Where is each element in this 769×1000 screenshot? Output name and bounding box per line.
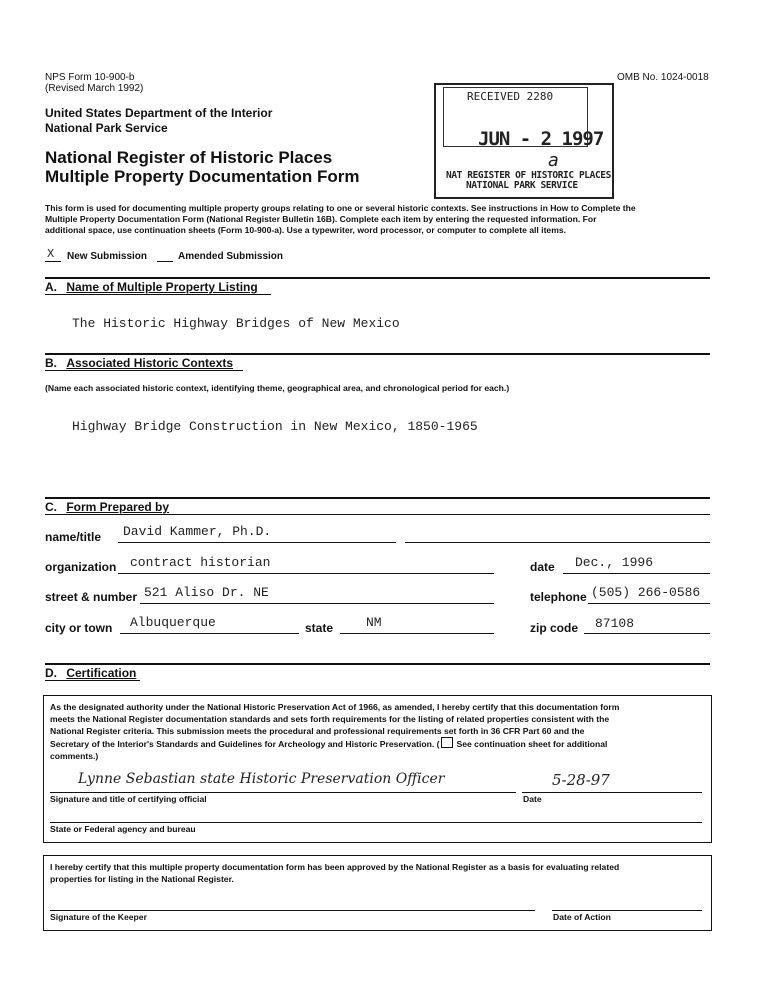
signature-label: Signature and title of certifying official xyxy=(50,794,207,804)
certifying-signature[interactable]: Lynne Sebastian state Historic Preservation Officer xyxy=(78,771,445,787)
cert-line-4a: Secretary of the Interior's Standards and Guidelines for Archeology and Historic Preservation. ( xyxy=(50,739,440,749)
date-line xyxy=(563,573,710,574)
section-b-underline xyxy=(45,370,243,371)
name-title-value[interactable]: David Kammer, Ph.D. xyxy=(123,524,272,539)
section-d-heading xyxy=(45,666,136,680)
instructions xyxy=(45,203,725,236)
cert-date-label: Date xyxy=(523,794,542,804)
agency-header xyxy=(45,106,272,136)
telephone-line xyxy=(588,603,710,604)
stamp-line-2: NATIONAL PARK SERVICE xyxy=(466,180,578,191)
form-number: NPS Form 10-900-b xyxy=(45,72,135,83)
section-d-title: Certification xyxy=(66,666,137,680)
multiple-property-name[interactable]: The Historic Highway Bridges of New Mexico xyxy=(72,316,400,331)
organization-line xyxy=(118,573,494,574)
state-line xyxy=(340,633,494,634)
zip-line xyxy=(584,633,710,634)
title-line-1: National Register of Historic Places xyxy=(45,148,333,167)
new-submission-label: New Submission xyxy=(67,251,148,262)
section-c-letter: C. xyxy=(45,500,57,514)
organization-value[interactable]: contract historian xyxy=(130,555,271,570)
zip-label: zip code xyxy=(530,621,579,635)
city-label: city or town xyxy=(45,621,113,635)
form-title xyxy=(45,148,360,186)
agency-line xyxy=(50,822,702,823)
form-header-left xyxy=(45,72,143,94)
section-d-rule xyxy=(45,663,710,665)
omb-number: OMB No. 1024-0018 xyxy=(617,72,709,83)
amended-submission-label: Amended Submission xyxy=(178,251,284,262)
zip-value[interactable]: 87108 xyxy=(595,616,635,631)
section-a-rule xyxy=(45,277,710,279)
action-date-line[interactable] xyxy=(552,910,702,911)
stamp-received: RECEIVED 2280 xyxy=(467,90,554,103)
keeper-line-2: properties for listing in the National Register. xyxy=(50,874,234,884)
street-value[interactable]: 521 Aliso Dr. NE xyxy=(144,585,269,600)
state-label: state xyxy=(305,621,334,635)
date-label: date xyxy=(530,560,555,574)
section-b-letter: B. xyxy=(45,356,57,370)
section-c-title: Form Prepared by xyxy=(66,500,170,514)
revised-date: (Revised March 1992) xyxy=(45,83,144,94)
certifying-date[interactable]: 5-28-97 xyxy=(552,771,610,789)
section-c-underline xyxy=(45,514,710,515)
section-b-heading xyxy=(45,356,233,370)
city-value[interactable]: Albuquerque xyxy=(130,615,216,630)
section-b-title: Associated Historic Contexts xyxy=(66,356,234,370)
action-date-label: Date of Action xyxy=(553,912,611,922)
section-d-underline xyxy=(45,680,140,681)
cert-line-1: As the designated authority under the National Historic Preservation Act of 1966, as amended, I hereby certify that this documentation form xyxy=(50,702,620,712)
instructions-line-1: This form is used for documenting multiple property groups relating to one or several historic contexts. See instructions in How to Complete the xyxy=(45,203,636,213)
state-value[interactable]: NM xyxy=(366,615,382,630)
new-submission-mark[interactable]: X xyxy=(47,247,55,261)
stamp-line-1: NAT REGISTER OF HISTORIC PLACES xyxy=(446,170,611,181)
stamp-initials: a xyxy=(548,150,559,171)
cert-line-4 xyxy=(50,737,619,750)
keeper-label: Signature of the Keeper xyxy=(50,912,147,922)
city-line xyxy=(120,633,299,634)
organization-label: organization xyxy=(45,560,117,574)
historic-context[interactable]: Highway Bridge Construction in New Mexico, 1850-1965 xyxy=(72,419,478,434)
name-title-label: name/title xyxy=(45,530,102,544)
department: United States Department of the Interior xyxy=(45,106,273,120)
telephone-label: telephone xyxy=(530,590,587,604)
street-label: street & number xyxy=(45,590,138,604)
title-line-2: Multiple Property Documentation Form xyxy=(45,167,360,186)
stamp-date: JUN - 2 1997 xyxy=(478,128,604,150)
date-value[interactable]: Dec., 1996 xyxy=(575,555,654,570)
instructions-line-3: additional space, use continuation sheets (Form 10-900-a). Use a typewriter, word processor, or computer to complete all items. xyxy=(45,225,567,235)
continuation-checkbox[interactable] xyxy=(441,737,453,748)
section-a-underline xyxy=(45,294,271,295)
telephone-value[interactable]: (505) 266-0586 xyxy=(591,585,701,600)
section-a-heading xyxy=(45,280,258,294)
certification-text xyxy=(50,701,619,762)
section-a-letter: A. xyxy=(45,280,57,294)
section-a-title: Name of Multiple Property Listing xyxy=(66,280,258,294)
cert-line-5: comments.) xyxy=(50,751,99,761)
signature-line xyxy=(50,792,516,793)
name-title-line xyxy=(118,542,396,543)
keeper-text xyxy=(50,861,619,885)
section-b-rule xyxy=(45,353,710,355)
section-d-letter: D. xyxy=(45,666,57,680)
name-title-line-2 xyxy=(405,542,710,543)
new-submission-line xyxy=(45,261,61,262)
agency-label: State or Federal agency and bureau xyxy=(50,824,196,834)
cert-line-2: meets the National Register documentation standards and sets forth requirements for the listing of related properties consistent with the xyxy=(50,714,610,724)
street-line xyxy=(140,603,494,604)
section-c-heading xyxy=(45,500,169,514)
keeper-signature-line[interactable] xyxy=(50,910,535,911)
instructions-line-2: Multiple Property Documentation Form (National Register Bulletin 16B). Complete each item by entering the requested information. For xyxy=(45,214,597,224)
amended-submission-line[interactable] xyxy=(157,261,173,262)
section-c-rule xyxy=(45,497,710,499)
cert-line-4b: See continuation sheet for additional xyxy=(456,739,608,749)
cert-line-3: National Register criteria. This submission meets the procedural and professional requirements set forth in 36 CFR Part 60 and the xyxy=(50,726,585,736)
keeper-line-1: I hereby certify that this multiple property documentation form has been approved by the National Register as a basis for evaluating related xyxy=(50,862,620,872)
service: National Park Service xyxy=(45,121,168,135)
date-sign-line xyxy=(522,792,702,793)
section-b-note: (Name each associated historic context, identifying theme, geographical area, and chronological period for each.) xyxy=(45,383,510,393)
